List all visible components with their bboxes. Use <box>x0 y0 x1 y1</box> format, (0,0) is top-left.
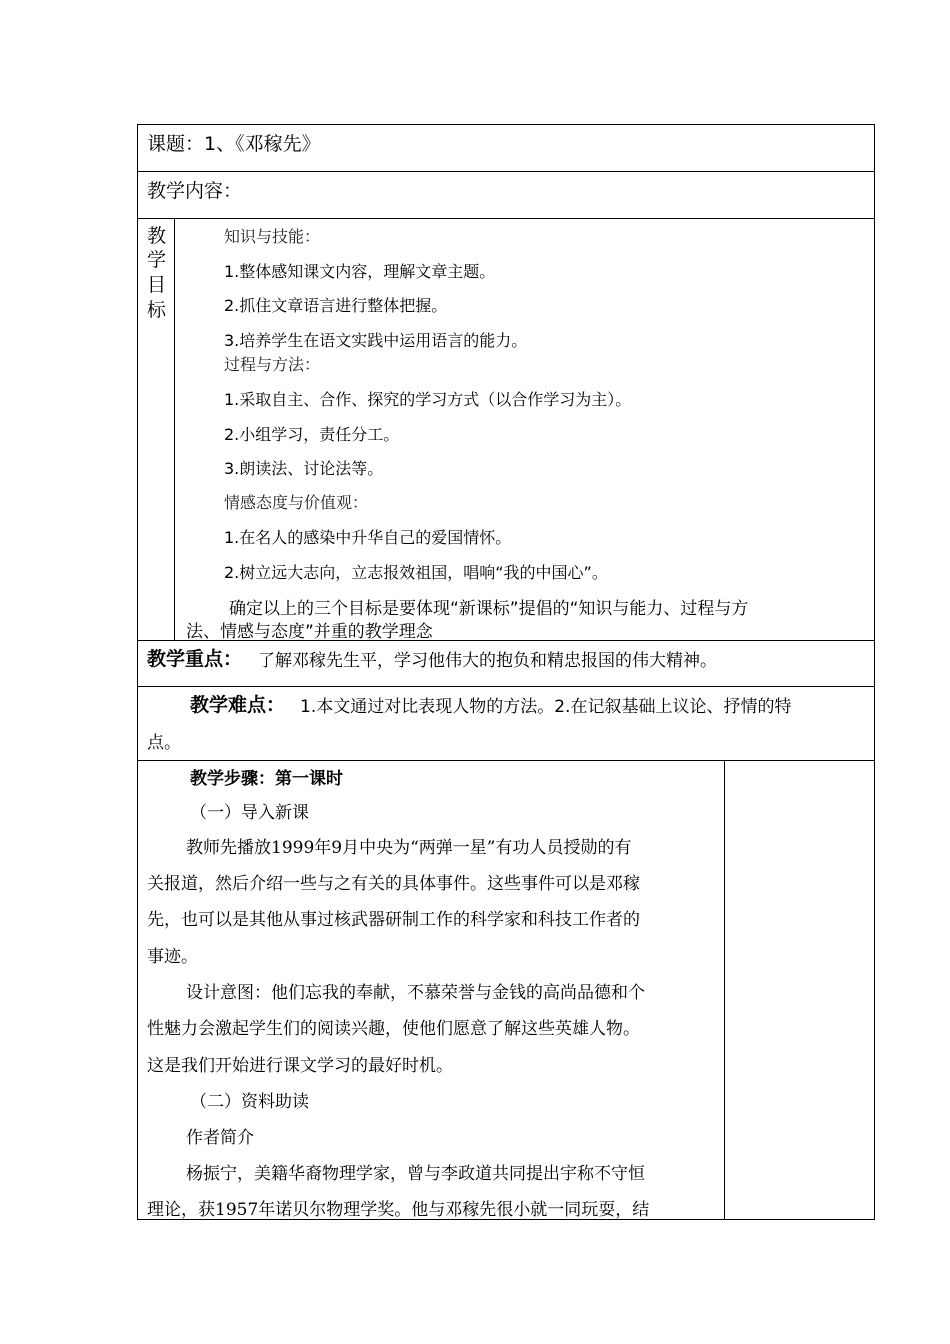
side-label-char: 学 <box>147 249 167 271</box>
paragraph-line: 杨振宁，美籍华裔物理学家，曾与李政道共同提出宇称不守恒 <box>186 1164 645 1184</box>
key-points-row <box>137 640 875 687</box>
objective-item: 2.抓住文章语言进行整体把握。 <box>224 296 448 315</box>
objective-item: 1.整体感知课文内容，理解文章主题。 <box>224 262 496 281</box>
objective-item: 1.采取自主、合作、探究的学习方式（以合作学习为主）。 <box>224 390 632 409</box>
objective-item: 2.树立远大志向，立志报效祖国，唱响“我的中国心”。 <box>224 563 608 582</box>
teaching-content-label: 教学内容： <box>147 180 243 202</box>
paragraph-line: 设计意图：他们忘我的奉献，不慕荣誉与金钱的高尚品德和个 <box>186 983 645 1003</box>
side-label-char: 教 <box>147 225 167 247</box>
lesson-title: 课题：1、《邓稼先》 <box>147 133 321 155</box>
title-row <box>137 124 875 172</box>
paragraph-line: 教师先播放1999年9月中央为“两弹一星”有功人员授勋的有 <box>186 838 632 858</box>
key-points-label: 教学重点： <box>147 648 243 670</box>
author-heading: 作者简介 <box>186 1128 254 1148</box>
paragraph-line: 事迹。 <box>147 947 198 967</box>
steps-row <box>137 760 875 1220</box>
difficulties-text: 1.本文通过对比表现人物的方法。2.在记叙基础上议论、抒情的特 <box>300 697 792 717</box>
key-points-text: 了解邓稼先生平，学习他伟大的抱负和精忠报国的伟大精神。 <box>258 651 717 671</box>
difficulties-label: 教学难点： <box>190 694 286 716</box>
paragraph-line: 先，也可以是其他从事过核武器研制工作的科学家和科技工作者的 <box>147 910 640 930</box>
emotion-heading: 情感态度与价值观： <box>224 493 369 512</box>
objective-item: 3.培养学生在语文实践中运用语言的能力。 <box>224 331 528 350</box>
side-label-char: 目 <box>147 274 167 296</box>
difficulties-text: 点。 <box>147 733 181 753</box>
steps-section-heading: （一）导入新课 <box>190 803 309 823</box>
paragraph-line: 这是我们开始进行课文学习的最好时机。 <box>147 1056 453 1076</box>
objectives-row <box>137 218 875 641</box>
knowledge-heading: 知识与技能： <box>224 227 321 246</box>
objective-item: 2.小组学习，责任分工。 <box>224 425 400 444</box>
steps-side-cell <box>724 761 725 1219</box>
objectives-summary-line: 确定以上的三个目标是要体现“新课标”提倡的“知识与能力、过程与方 <box>229 599 749 619</box>
objective-item: 1.在名人的感染中升华自己的爱国情怀。 <box>224 528 512 547</box>
paragraph-line: 理论，获1957年诺贝尔物理学奖。他与邓稼先很小就一同玩耍，结 <box>147 1200 650 1220</box>
steps-heading: 教学步骤：第一课时 <box>190 769 343 789</box>
difficulties-row <box>137 686 875 761</box>
paragraph-line: 关报道，然后介绍一些与之有关的具体事件。这些事件可以是邓稼 <box>147 874 640 894</box>
objectives-summary-line: 法、情感与态度”并重的教学理念 <box>186 622 433 642</box>
paragraph-line: 性魅力会激起学生们的阅读兴趣，使他们愿意了解这些英雄人物。 <box>147 1019 640 1039</box>
objective-item: 3.朗读法、讨论法等。 <box>224 459 384 478</box>
steps-section-heading: （二）资料助读 <box>190 1092 309 1112</box>
content-row <box>137 171 875 219</box>
process-heading: 过程与方法： <box>224 355 321 374</box>
side-label-char: 标 <box>147 299 167 321</box>
objectives-side-cell <box>138 219 175 641</box>
